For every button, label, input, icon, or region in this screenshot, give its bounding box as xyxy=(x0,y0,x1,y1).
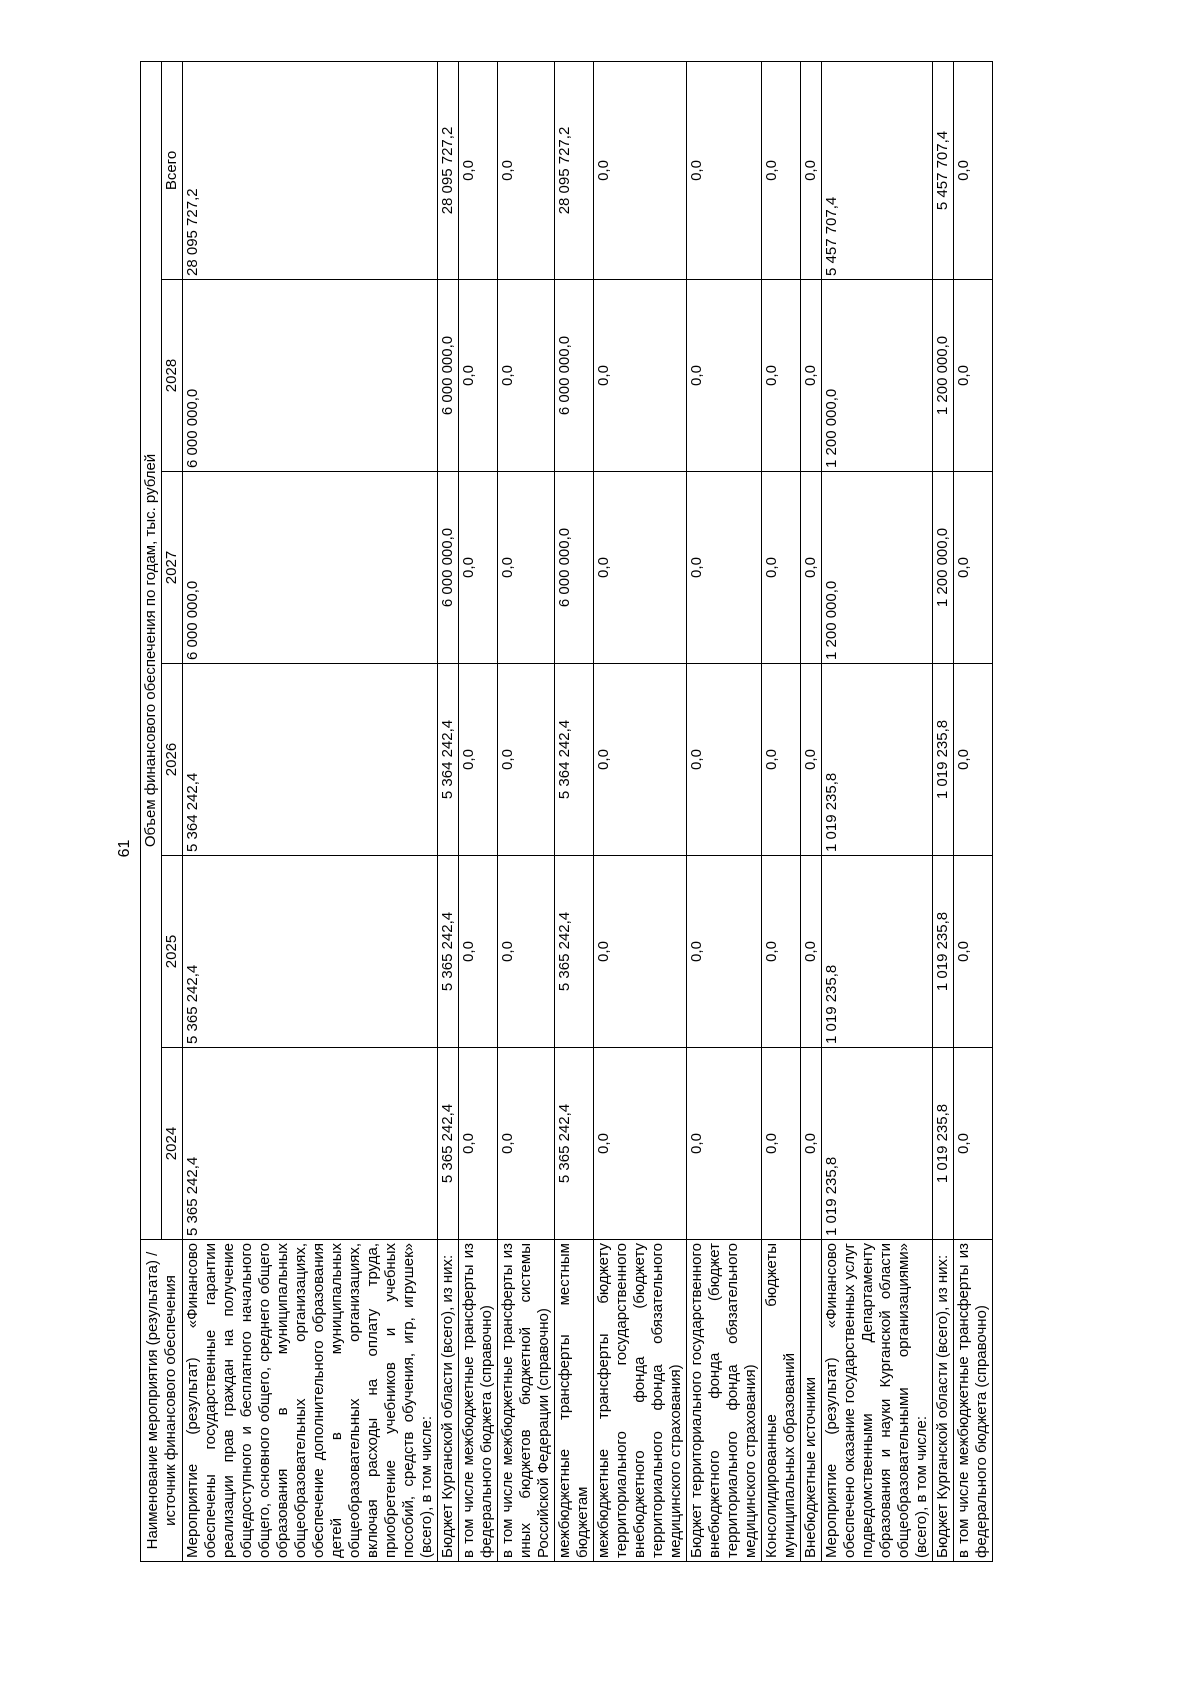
table-row xyxy=(459,61,498,1561)
row-name-cell: в том числе межбюджетные трансферты из иных бюджетов бюджетной системы Российской Федерации (справочно) xyxy=(498,1240,555,1562)
year-value-cell: 0,0 xyxy=(498,664,555,856)
year-value-cell: 0,0 xyxy=(459,1048,498,1240)
year-value-cell: 0,0 xyxy=(801,1048,822,1240)
year-value-cell: 0,0 xyxy=(687,280,762,472)
year-value-cell: 5 365 242,4 xyxy=(438,856,459,1048)
table-row xyxy=(555,61,594,1561)
year-value-cell: 0,0 xyxy=(762,280,801,472)
table-row xyxy=(762,61,801,1561)
table-row xyxy=(954,61,993,1561)
table-row xyxy=(687,61,762,1561)
table-row xyxy=(933,61,954,1561)
year-value-cell: 5 364 242,4 xyxy=(555,664,594,856)
total-value-cell: 0,0 xyxy=(498,61,555,279)
volume-column-header: Объем финансового обеспечения по годам, тыс. рублей xyxy=(141,61,162,1239)
total-value-cell: 5 457 707,4 xyxy=(933,61,954,279)
row-name-cell: межбюджетные трансферты местным бюджетам xyxy=(555,1240,594,1562)
year-header: 2024 xyxy=(162,1048,183,1240)
year-value-cell: 0,0 xyxy=(498,280,555,472)
total-value-cell: 28 095 727,2 xyxy=(183,61,438,279)
total-value-cell: 0,0 xyxy=(954,61,993,279)
year-value-cell: 0,0 xyxy=(459,280,498,472)
year-value-cell: 1 019 235,8 xyxy=(933,1048,954,1240)
year-header: 2027 xyxy=(162,472,183,664)
year-value-cell: 0,0 xyxy=(594,856,687,1048)
row-name-cell: Мероприятие (результат) «Финансово обеспечены государственные гарантии реализации прав граждан на получение общедоступного и бесплатного начального общего, основного общего, среднего общего образования в муниципальных общеобразовательных организациях, обеспечение дополнительного образования детей в муниципальных общеобразовательных организациях, включая расходы на оплату труда, приобретение учебников и учебных пособий, средств обучения, игр, игрушек» (всего), в том числе: xyxy=(183,1240,438,1562)
year-value-cell: 0,0 xyxy=(954,1048,993,1240)
table-row xyxy=(498,61,555,1561)
year-value-cell: 0,0 xyxy=(687,664,762,856)
header-row-top xyxy=(141,61,162,1561)
row-name-cell: Бюджет Курганской области (всего), из них: xyxy=(933,1240,954,1562)
year-value-cell: 1 019 235,8 xyxy=(822,664,933,856)
year-value-cell: 1 019 235,8 xyxy=(822,1048,933,1240)
year-value-cell: 1 200 000,0 xyxy=(822,472,933,664)
year-value-cell: 6 000 000,0 xyxy=(555,472,594,664)
total-value-cell: 5 457 707,4 xyxy=(822,61,933,279)
year-value-cell: 0,0 xyxy=(801,472,822,664)
year-value-cell: 0,0 xyxy=(762,472,801,664)
row-name-cell: Мероприятие (результат) «Финансово обеспечено оказание государственных услуг подведомственными Департаменту образования и науки Курганской области общеобразовательными организациями» (всего), в том числе: xyxy=(822,1240,933,1562)
year-value-cell: 0,0 xyxy=(762,1048,801,1240)
year-value-cell: 0,0 xyxy=(498,856,555,1048)
year-value-cell: 1 019 235,8 xyxy=(933,856,954,1048)
table-row xyxy=(438,61,459,1561)
total-value-cell: 28 095 727,2 xyxy=(438,61,459,279)
year-value-cell: 0,0 xyxy=(459,664,498,856)
year-value-cell: 0,0 xyxy=(801,856,822,1048)
page-number: 61 xyxy=(116,839,133,858)
year-value-cell: 0,0 xyxy=(594,280,687,472)
year-value-cell: 1 200 000,0 xyxy=(933,280,954,472)
year-value-cell: 5 365 242,4 xyxy=(555,1048,594,1240)
total-value-cell: 0,0 xyxy=(459,61,498,279)
year-value-cell: 0,0 xyxy=(594,472,687,664)
year-value-cell: 6 000 000,0 xyxy=(183,280,438,472)
year-value-cell: 0,0 xyxy=(459,856,498,1048)
row-name-cell: межбюджетные трансферты бюджету территориального государственного внебюджетного фонда (бюджету территориального фонда обязательного медицинского страхования) xyxy=(594,1240,687,1562)
year-value-cell: 5 364 242,4 xyxy=(183,664,438,856)
year-value-cell: 5 365 242,4 xyxy=(183,1048,438,1240)
year-value-cell: 0,0 xyxy=(954,664,993,856)
year-value-cell: 6 000 000,0 xyxy=(438,472,459,664)
year-value-cell: 1 200 000,0 xyxy=(933,472,954,664)
row-name-cell: Бюджет Курганской области (всего), из них: xyxy=(438,1240,459,1562)
year-value-cell: 0,0 xyxy=(954,472,993,664)
year-header: 2028 xyxy=(162,280,183,472)
year-value-cell: 1 019 235,8 xyxy=(822,856,933,1048)
year-value-cell: 5 365 242,4 xyxy=(438,1048,459,1240)
table-row xyxy=(594,61,687,1561)
year-value-cell: 0,0 xyxy=(801,280,822,472)
total-value-cell: 0,0 xyxy=(762,61,801,279)
row-name-cell: Бюджет территориального государственного внебюджетного фонда (бюджет территориального фонда обязательного медицинского страхования) xyxy=(687,1240,762,1562)
year-value-cell: 6 000 000,0 xyxy=(438,280,459,472)
total-value-cell: 0,0 xyxy=(801,61,822,279)
year-value-cell: 0,0 xyxy=(954,856,993,1048)
year-value-cell: 5 364 242,4 xyxy=(438,664,459,856)
year-value-cell: 0,0 xyxy=(498,472,555,664)
total-value-cell: 28 095 727,2 xyxy=(555,61,594,279)
row-name-cell: Внебюджетные источники xyxy=(801,1240,822,1562)
year-value-cell: 0,0 xyxy=(498,1048,555,1240)
year-value-cell: 0,0 xyxy=(801,664,822,856)
year-value-cell: 0,0 xyxy=(954,280,993,472)
year-header: 2026 xyxy=(162,664,183,856)
year-value-cell: 0,0 xyxy=(594,664,687,856)
year-value-cell: 0,0 xyxy=(762,664,801,856)
year-value-cell: 0,0 xyxy=(687,1048,762,1240)
table-row xyxy=(183,61,438,1561)
table-row xyxy=(822,61,933,1561)
year-value-cell: 1 019 235,8 xyxy=(933,664,954,856)
financing-table xyxy=(140,61,993,1562)
name-column-header: Наименование мероприятия (результата) / источник финансового обеспечения xyxy=(141,1240,183,1562)
year-header: 2025 xyxy=(162,856,183,1048)
year-value-cell: 6 000 000,0 xyxy=(183,472,438,664)
row-name-cell: в том числе межбюджетные трансферты из федерального бюджета (справочно) xyxy=(459,1240,498,1562)
row-name-cell: Консолидированные бюджеты муниципальных образований xyxy=(762,1240,801,1562)
year-value-cell: 0,0 xyxy=(687,472,762,664)
table-row xyxy=(801,61,822,1561)
year-value-cell: 0,0 xyxy=(594,1048,687,1240)
year-value-cell: 5 365 242,4 xyxy=(555,856,594,1048)
year-value-cell: 6 000 000,0 xyxy=(555,280,594,472)
total-header: Всего xyxy=(162,61,183,279)
year-value-cell: 0,0 xyxy=(762,856,801,1048)
year-value-cell: 0,0 xyxy=(687,856,762,1048)
row-name-cell: в том числе межбюджетные трансферты из федерального бюджета (справочно) xyxy=(954,1240,993,1562)
year-value-cell: 0,0 xyxy=(459,472,498,664)
year-value-cell: 1 200 000,0 xyxy=(822,280,933,472)
total-value-cell: 0,0 xyxy=(687,61,762,279)
total-value-cell: 0,0 xyxy=(594,61,687,279)
year-value-cell: 5 365 242,4 xyxy=(183,856,438,1048)
